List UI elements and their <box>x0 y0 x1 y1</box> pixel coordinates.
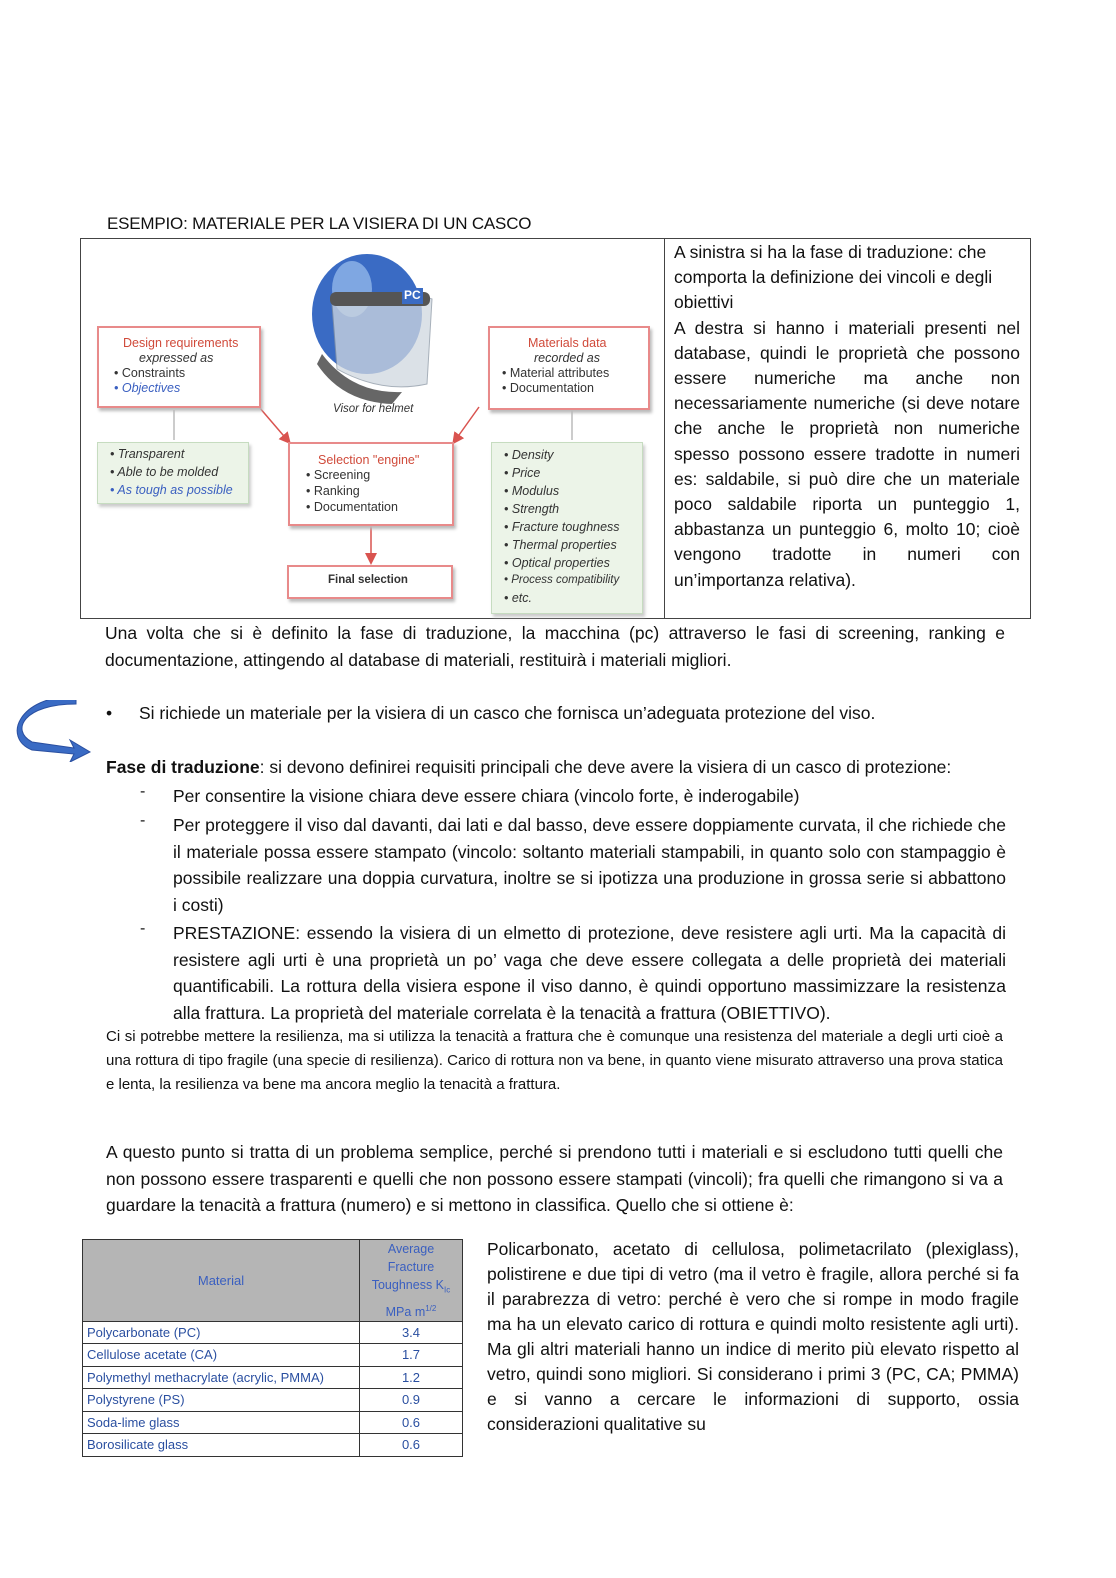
table-row <box>83 1321 463 1344</box>
side-text-p2: A destra si hanno i materiali presenti nel database, quindi le proprietà che possono essere numeriche ma anche non necessariamente numeriche (si deve notare che anche le proprietà non numeriche spesso possono essere tradotte in numeri es: saldabile, si può dire che un materiale poco saldabile riporta un punteggio 1, abbastanza un punteggio 6, molto 10; cioè vengono tradotte in numeri con un’importanza relativa). <box>674 317 1020 590</box>
requirement-transparent: • Transparent <box>110 447 185 461</box>
requirement-moldable: • Able to be molded <box>110 465 219 479</box>
table-side-text: Policarbonato, acetato di cellulosa, polimetacrilato (plexiglass), polistirene e due tipi di vetro (ma il vetro è fragile, allora perché si fa il parabrezza di vetro: perché è vero che si rompe in modo fragile ma ha un elevato carico di rottura e quindi molto resistente agli urti). Ma gli altri materiali hanno un indice di merito più elevato rispetto al vetro, quindi sono migliori. Si considerano i primi 3 (PC, CA; PMMA) e si vanno a cercare le informazioni di supporto, ossia considerazioni qualitative su <box>487 1239 1019 1434</box>
selection-diagram <box>84 242 656 616</box>
attr-fracture-toughness: • Fracture toughness <box>504 520 620 534</box>
design-item-constraints: • Constraints <box>114 366 186 380</box>
section-heading: ESEMPIO: MATERIALE PER LA VISIERA DI UN CASCO <box>107 214 532 233</box>
fase-text: : si devono definirei requisiti principali che deve avere la visiera di un casco di protezione: <box>259 757 952 777</box>
attr-modulus: • Modulus <box>504 484 560 498</box>
table-row <box>83 1366 463 1389</box>
row-value: 1.7 <box>360 1344 463 1367</box>
row-material: Polycarbonate (PC) <box>83 1321 360 1344</box>
row-material: Polymethyl methacrylate (acrylic, PMMA) <box>83 1366 360 1389</box>
helmet-icon <box>292 244 452 404</box>
paragraph-1: Una volta che si è definito la fase di traduzione, la macchina (pc) attraverso le fasi di screening, ranking e documentazione, attingendo al database di materiali, restituirà i materiali migliori. <box>105 623 1005 670</box>
header-value: Average Fracture Toughness $K_{Ic}$ MPa $m^{1/2}$ <box>360 1240 463 1322</box>
bullet-dot: • <box>106 703 113 723</box>
dash-item-text: PRESTAZIONE: essendo la visiera di un elmetto di protezione, deve resistere agli urti. Ma la capacità di resistere agli urti è una proprietà un po’ vaga che deve essere collegata a delle proprietà dei materiali quantificabili. La rottura della visiera espone il viso danno, è quindi opportuno massimizzare la resistenza alla frattura. La proprietà del materiale correlata è la tenacità a frattura (OBIETTIVO). <box>173 923 1006 1023</box>
row-material: Soda-lime glass <box>83 1411 360 1434</box>
final-selection-label: Final selection <box>328 574 408 586</box>
engine-title: Selection "engine" <box>318 453 420 467</box>
small-paragraph: Ci si potrebbe mettere la resilienza, ma si utilizza la tenacità a frattura che è comunque una resistenza del materiale a degli urti cioè a una rottura di tipo fragile (una specie di resilienza). Carico di rottura non va bene, in quanto viene misurato attraverso una prova statica e lenta, la resilienza va bene ma ancora meglio la tenacità a frattura. <box>106 1028 1003 1093</box>
helmet-badge: PC <box>404 288 421 302</box>
attr-process: • Process compatibility <box>504 574 620 586</box>
box-side-text <box>674 240 1020 593</box>
attr-price: • Price <box>504 466 541 480</box>
materials-sub: recorded as <box>534 351 601 365</box>
box-divider <box>664 239 665 618</box>
table-header-row <box>83 1240 463 1322</box>
engine-item-screening: • Screening <box>306 468 371 482</box>
engine-item-ranking: • Ranking <box>306 484 360 498</box>
helmet-label: Visor for helmet <box>333 403 414 415</box>
table-row <box>83 1434 463 1457</box>
dash-item-text: Per proteggere il viso dal davanti, dai lati e dal basso, deve essere doppiamente curvata, il che richiede che il materiale possa essere stampato (vincolo: soltanto materiali stampabili, in quanto solo con stampaggio è possibile realizzare una doppia curvatura, inoltre se si ipotizza una produzione in grossa serie si abbattono i costi) <box>173 815 1006 915</box>
bullet-item <box>106 700 1006 727</box>
paragraph-2: A questo punto si tratta di un problema semplice, perché si prendono tutti i materiali e si escludono tutti quelli che non possono essere trasparenti e quelli che non possono essere stampati (vincoli); fra quelli che rimangono si va a guardare la tenacità a frattura (numero) e si mettono in classifica. Quello che si ottiene è: <box>106 1142 1003 1215</box>
table-row <box>83 1411 463 1434</box>
attr-density: • Density <box>504 448 554 462</box>
row-value: 0.9 <box>360 1389 463 1412</box>
design-item-objectives: • Objectives <box>114 381 181 395</box>
row-value: 0.6 <box>360 1434 463 1457</box>
materials-item-documentation: • Documentation <box>502 381 594 395</box>
table-row <box>83 1344 463 1367</box>
fase-line <box>106 754 1006 781</box>
engine-item-documentation: • Documentation <box>306 500 398 514</box>
toughness-table <box>82 1239 463 1457</box>
row-value: 0.6 <box>360 1411 463 1434</box>
design-title: Design requirements <box>123 336 239 350</box>
attr-strength: • Strength <box>504 502 560 516</box>
attr-etc: • etc. <box>504 591 533 605</box>
side-text-p1: A sinistra si ha la fase di traduzione: che comporta la definizione dei vincoli e degli obiettivi <box>674 242 993 313</box>
dash-item-2: - Per proteggere il viso dal davanti, dai lati e dal basso, deve essere doppiamente curvata, il che richiede che il materiale possa essere stampato (vincolo: soltanto materiali stampabili, in quanto solo con stampaggio è possibile realizzare una doppia curvatura, inoltre se si ipotizza una produzione in grossa serie si abbattono i costi) <box>140 812 1006 918</box>
attr-optical: • Optical properties <box>504 556 610 570</box>
row-material: Borosilicate glass <box>83 1434 360 1457</box>
table-row <box>83 1389 463 1412</box>
curved-arrow-icon <box>14 700 94 762</box>
fase-label: Fase di traduzione <box>106 757 260 777</box>
attr-thermal: • Thermal properties <box>504 538 617 552</box>
row-value: 1.2 <box>360 1366 463 1389</box>
row-value: 3.4 <box>360 1321 463 1344</box>
row-material: Cellulose acetate (CA) <box>83 1344 360 1367</box>
requirement-tough: • As tough as possible <box>110 483 233 497</box>
materials-item-attributes: • Material attributes <box>502 366 610 380</box>
header-material: Material <box>83 1240 360 1322</box>
dash-item-3: - PRESTAZIONE: essendo la visiera di un elmetto di protezione, deve resistere agli urti. Ma la capacità di resistere agli urti è una proprietà un po’ vaga che deve essere collegata a delle proprietà dei materiali quantificabili. La rottura della visiera espone il viso danno, è quindi opportuno massimizzare la resistenza alla frattura. La proprietà del materiale correlata è la tenacità a frattura (OBIETTIVO). <box>140 920 1006 1026</box>
design-sub: expressed as <box>139 351 214 365</box>
dash-item-1: - Per consentire la visione chiara deve essere chiara (vincolo forte, è inderogabile) <box>140 783 1006 810</box>
dash-item-text: Per consentire la visione chiara deve essere chiara (vincolo forte, è inderogabile) <box>173 786 800 806</box>
row-material: Polystyrene (PS) <box>83 1389 360 1412</box>
bullet-text: Si richiede un materiale per la visiera di un casco che fornisca un’adeguata protezione del viso. <box>139 703 876 723</box>
materials-title: Materials data <box>528 336 607 350</box>
